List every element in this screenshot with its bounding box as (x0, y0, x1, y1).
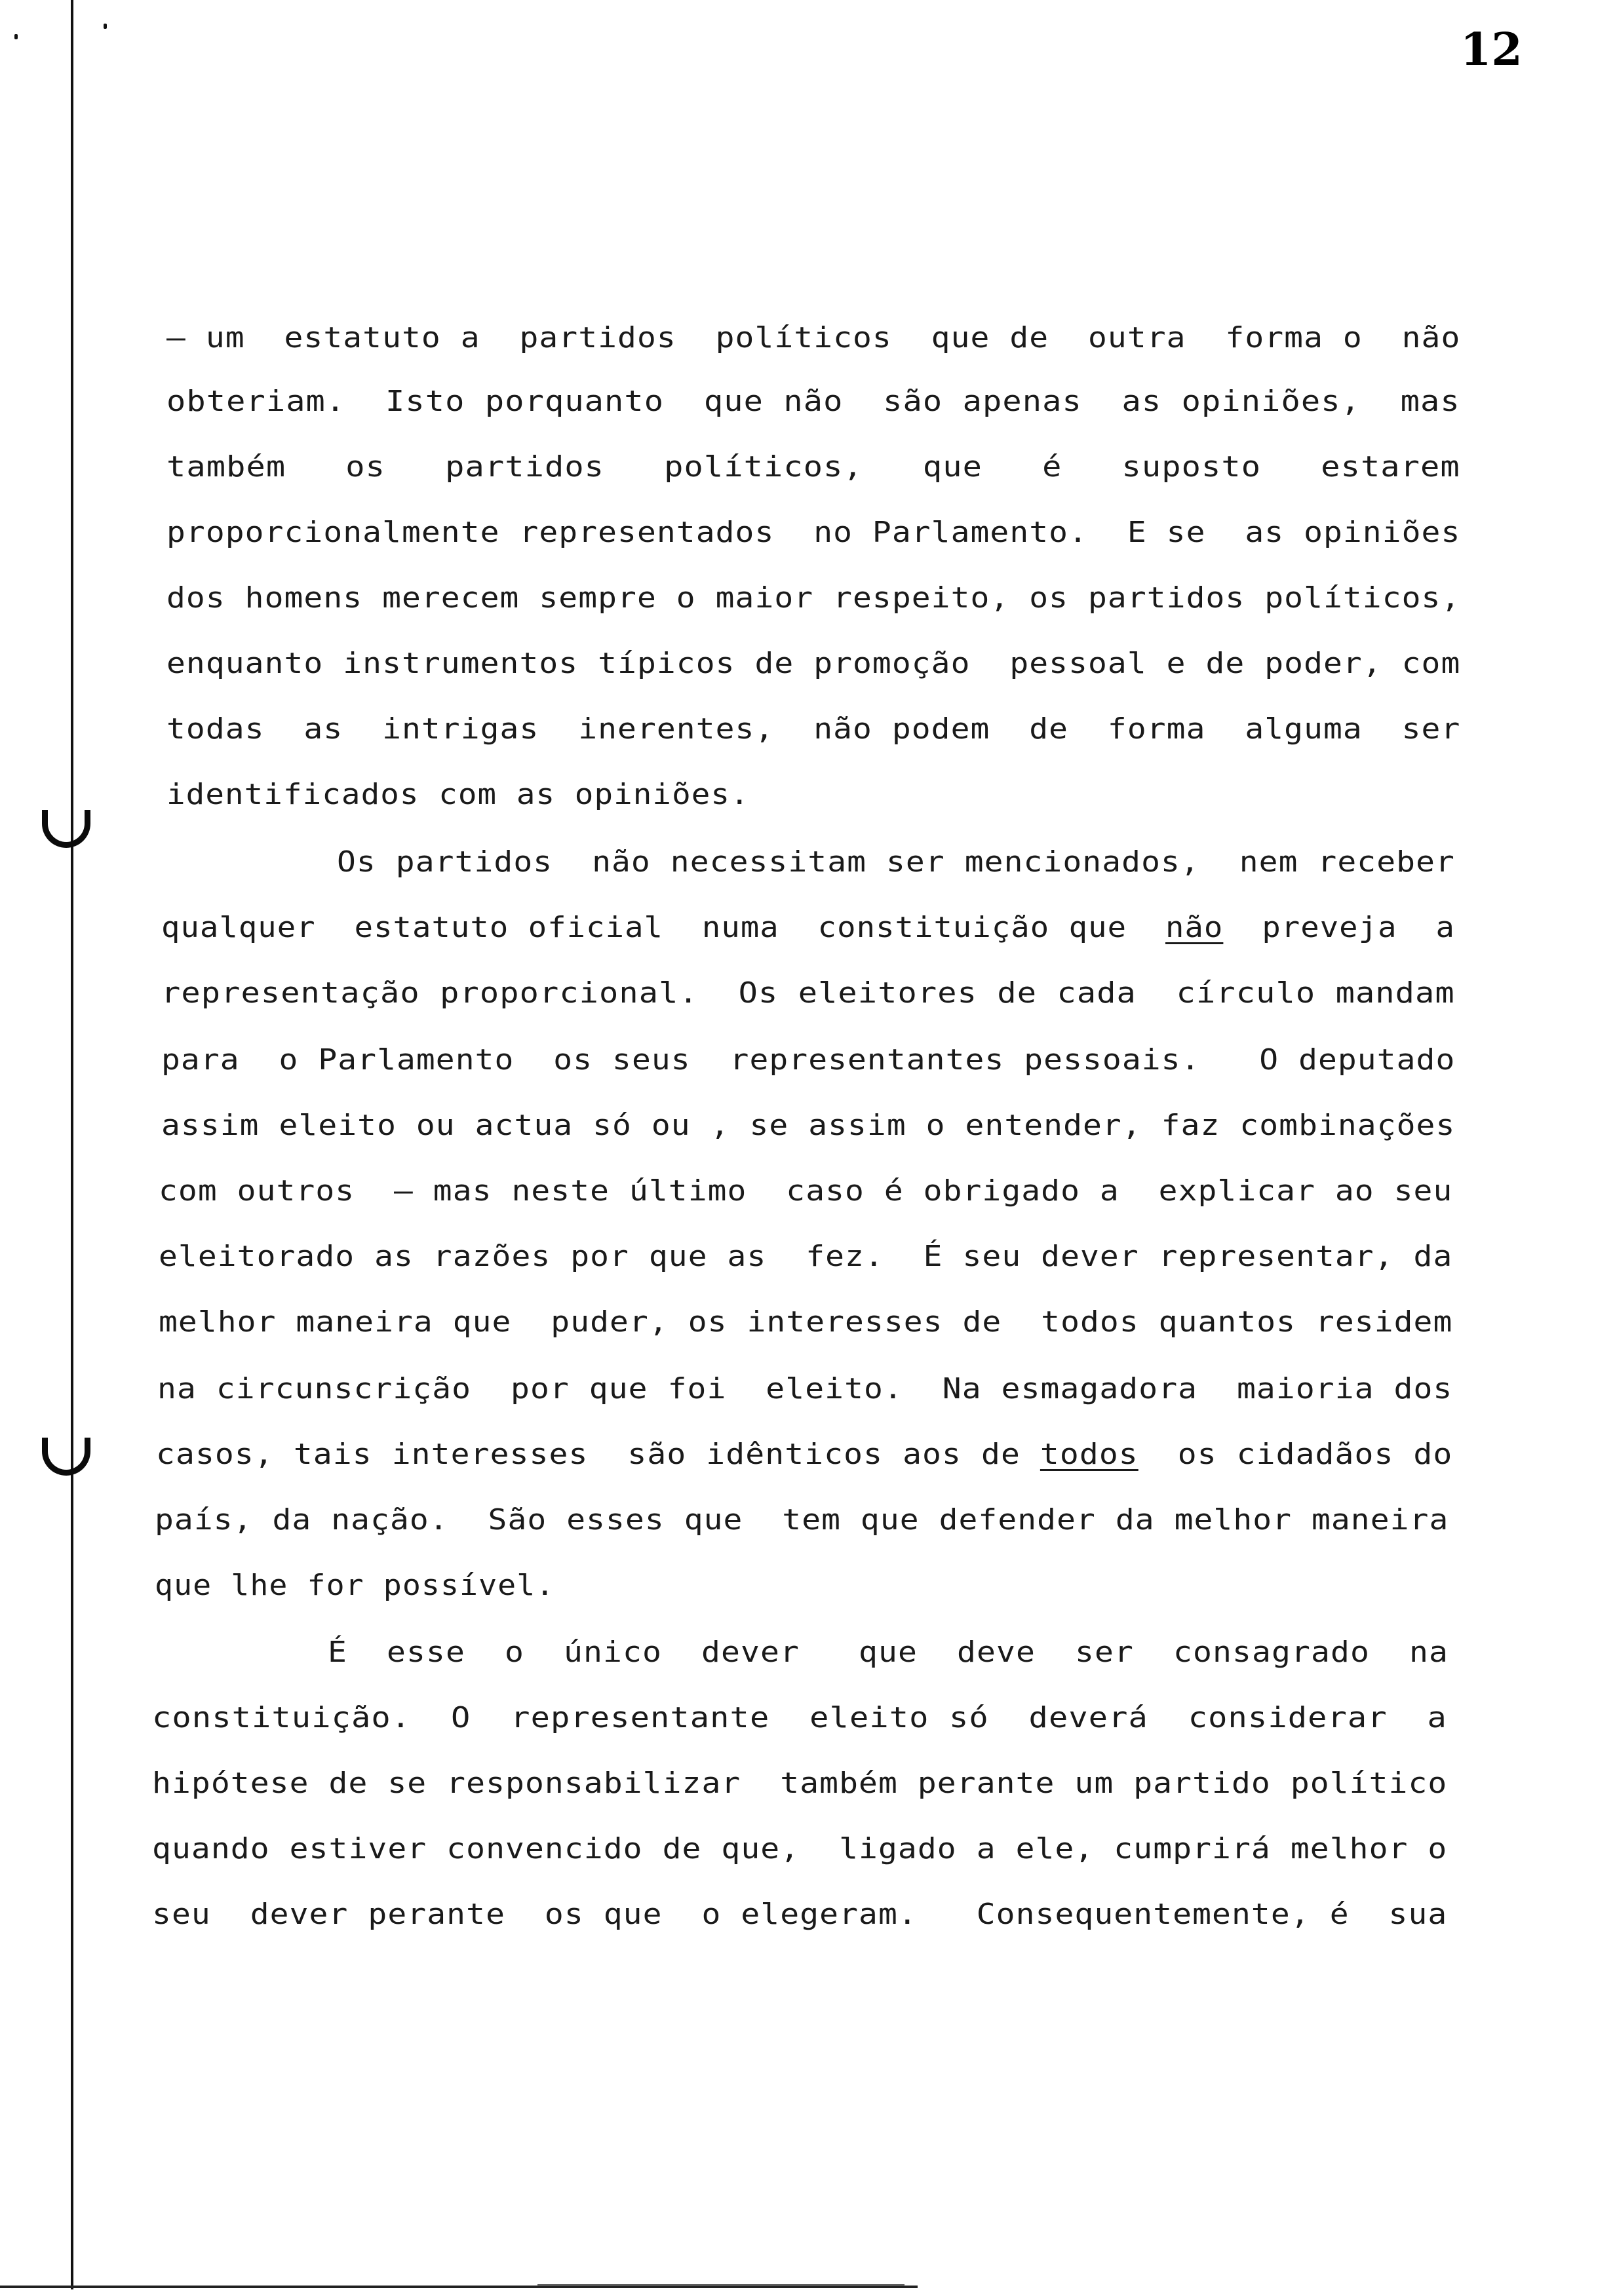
text-line: com outros – mas neste último caso é obrigado a explicar ao seu (159, 1174, 1453, 1208)
text-line: seu dever perante os que o elegeram. Consequentemente, é sua (152, 1898, 1448, 1931)
margin-rule (71, 0, 73, 2289)
text-line: para o Parlamento os seus representantes pessoais. O deputado (161, 1043, 1456, 1077)
margin-tick-mark (14, 34, 18, 39)
text-line: proporcionalmente representados no Parlamento. E se as opiniões (166, 516, 1461, 549)
text-line: dos homens merecem sempre o maior respeito, os partidos políticos, (166, 581, 1461, 615)
text-line: assim eleito ou actua só ou , se assim o entender, faz combinações (161, 1109, 1456, 1142)
text-line: constituição. O representante eleito só deverá considerar a (152, 1701, 1447, 1734)
text-line: identificados com as opiniões. (166, 778, 750, 811)
text-line: eleitorado as razões por que as fez. É seu dever representar, da (159, 1240, 1453, 1273)
text-line: obteriam. Isto porquanto que não são apenas as opiniões, mas (166, 385, 1460, 418)
text-line: representação proporcional. Os eleitores de cada círculo mandam (161, 976, 1455, 1010)
binder-hole-mark (42, 1438, 90, 1476)
text-line: na circunscrição por que foi eleito. Na esmagadora maioria dos (157, 1372, 1453, 1406)
margin-tick-mark (104, 24, 107, 29)
text-line: qualquer estatuto oficial numa constituição que não preveja a (161, 911, 1455, 944)
binder-hole-mark (42, 810, 90, 848)
text-line: país, da nação. São esses que tem que defender da melhor maneira (155, 1503, 1449, 1537)
text-line: – um estatuto a partidos políticos que de outra forma o não (166, 321, 1461, 354)
text-line: todas as intrigas inerentes, não podem de forma alguma ser (166, 712, 1461, 746)
text-line: melhor maneira que puder, os interesses de todos quantos residem (159, 1305, 1453, 1339)
text-line: também os partidos políticos, que é suposto estarem (166, 450, 1460, 484)
bottom-edge-scan-dash (537, 2284, 905, 2286)
text-line: quando estiver convencido de que, ligado a ele, cumprirá melhor o (152, 1832, 1448, 1866)
text-line: Os partidos não necessitam ser mencionados, nem receber (337, 845, 1455, 879)
text-line: É esse o único dever que deve ser consagrado na (328, 1636, 1449, 1669)
text-line: enquanto instrumentos típicos de promoção pessoal e de poder, com (166, 647, 1461, 680)
page-number: 12 (1460, 24, 1523, 76)
text-line: casos, tais interesses são idênticos aos de todos os cidadãos do (156, 1438, 1453, 1471)
text-line: que lhe for possível. (155, 1569, 555, 1602)
text-line: hipótese de se responsabilizar também perante um partido político (152, 1767, 1448, 1800)
